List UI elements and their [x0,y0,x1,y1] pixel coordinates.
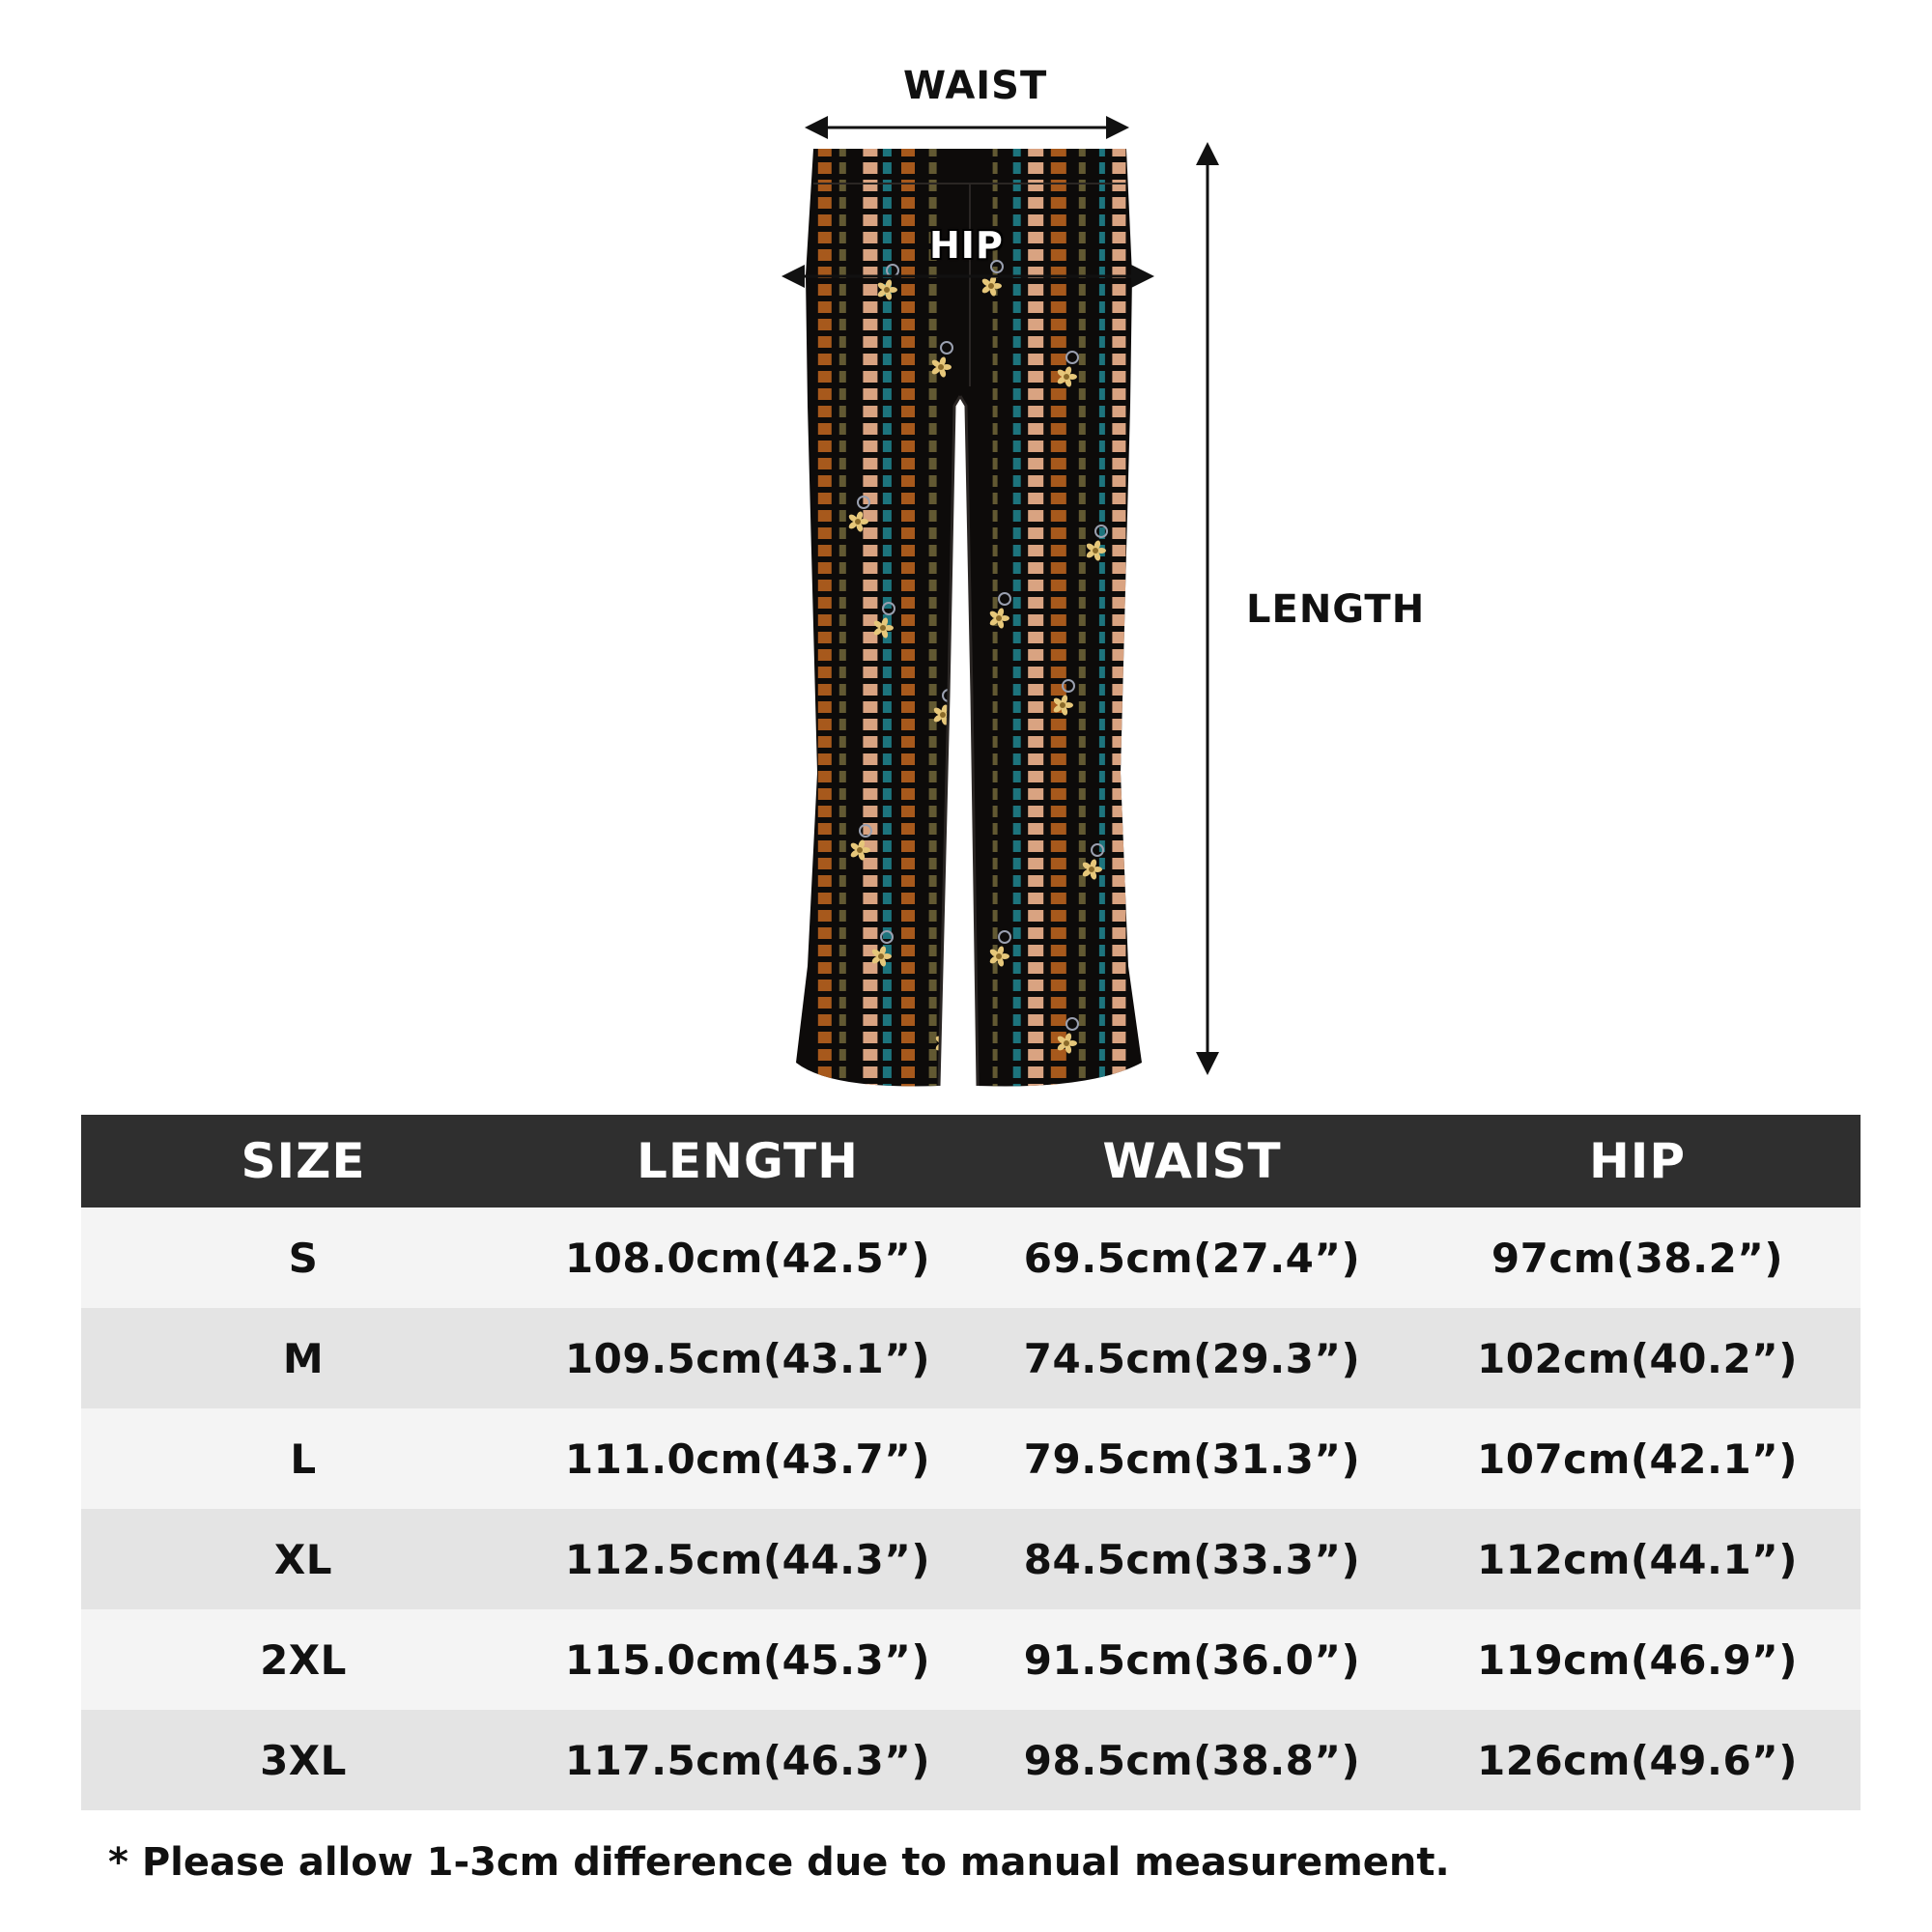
cell-waist: 74.5cm(29.3”) [970,1308,1414,1408]
cell-hip: 112cm(44.1”) [1414,1509,1861,1609]
header-length: LENGTH [526,1115,970,1208]
table-row [81,1509,1861,1609]
cell-waist: 69.5cm(27.4”) [970,1208,1414,1308]
table-row [81,1408,1861,1509]
cell-length: 108.0cm(42.5”) [526,1208,970,1308]
cell-length: 117.5cm(46.3”) [526,1710,970,1810]
table-row [81,1609,1861,1710]
table-header-row [81,1115,1861,1208]
cell-size: XL [81,1509,526,1609]
hip-label: HIP [929,224,1004,267]
cell-length: 115.0cm(45.3”) [526,1609,970,1710]
header-waist: WAIST [970,1115,1414,1208]
table-row [81,1710,1861,1810]
cell-hip: 119cm(46.9”) [1414,1609,1861,1710]
cell-waist: 91.5cm(36.0”) [970,1609,1414,1710]
cell-waist: 84.5cm(33.3”) [970,1509,1414,1609]
cell-waist: 79.5cm(31.3”) [970,1408,1414,1509]
length-label: LENGTH [1246,587,1426,632]
cell-length: 112.5cm(44.3”) [526,1509,970,1609]
cell-size: 2XL [81,1609,526,1710]
cell-hip: 102cm(40.2”) [1414,1308,1861,1408]
cell-size: 3XL [81,1710,526,1810]
measurement-note: * Please allow 1-3cm difference due to manual measurement. [108,1840,1450,1885]
pants-fabric [773,135,1159,1101]
header-size: SIZE [81,1115,526,1208]
cell-hip: 126cm(49.6”) [1414,1710,1861,1810]
cell-waist: 98.5cm(38.8”) [970,1710,1414,1810]
cell-hip: 107cm(42.1”) [1414,1408,1861,1509]
cell-size: M [81,1308,526,1408]
table-row [81,1208,1861,1308]
cell-size: L [81,1408,526,1509]
cell-length: 111.0cm(43.7”) [526,1408,970,1509]
size-chart-table [81,1115,1861,1810]
cell-size: S [81,1208,526,1308]
header-hip: HIP [1414,1115,1861,1208]
table-row [81,1308,1861,1408]
cell-hip: 97cm(38.2”) [1414,1208,1861,1308]
cell-length: 109.5cm(43.1”) [526,1308,970,1408]
waist-label: WAIST [903,64,1048,108]
